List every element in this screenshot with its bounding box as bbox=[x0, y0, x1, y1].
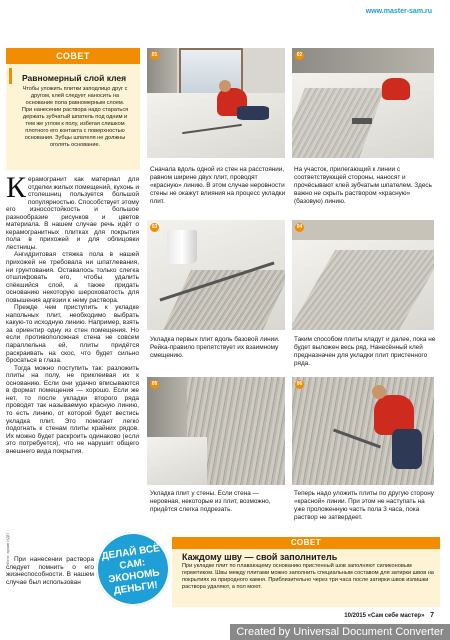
dropcap: К bbox=[6, 171, 27, 204]
tip-label: СОВЕТ bbox=[6, 48, 140, 64]
article-body bbox=[6, 171, 139, 455]
promo-badge bbox=[91, 527, 175, 611]
watermark: Created by Universal Document Converter bbox=[230, 624, 450, 640]
photo-03 bbox=[147, 220, 285, 330]
article-continuation bbox=[6, 556, 94, 586]
tip-text: Чтобы уложить плитки заподлицо друг с другом, клей следует наносить на основание пола равномерным слоем. При нанесении раствора надо стараться держать зубчатый шпатель под одним и тем же углом к полу, избегая слишком плотного его контакта с поверхностью основания. Зубцы шпателя не должны оголять основание. bbox=[21, 86, 129, 148]
tip-title: Равномерный слой клея bbox=[9, 68, 140, 84]
tip-label: СОВЕТ bbox=[172, 537, 440, 549]
tip-box bbox=[6, 48, 140, 170]
tip-box-bottom bbox=[172, 537, 440, 607]
photo-05 bbox=[147, 377, 285, 485]
photo-caption: Теперь надо уложить плиты по другую сторону «красной» линии. При этом не наступать на уже проложенную часть пола 3 часа, пока раствор не затвердеет. bbox=[294, 490, 434, 521]
photo-credit: Фото: архив ИДП bbox=[5, 533, 10, 565]
site-url: www.master-sam.ru bbox=[365, 8, 432, 15]
photo-number: 04 bbox=[296, 224, 303, 230]
article-paragraph: Прежде чем приступить к укладке напольных плит, необходимо выбрать какую-то исходную линию. Например, взять за ориентир одну из стен помещения. Но если противоположная стена не совсем параллельна ей, плиты придётся раскраивать на скос, что будет сильно бросаться в глаза. bbox=[6, 304, 139, 365]
tip-text: При укладке плит по плавающему основанию пристенный шов заполняют силиконовым герметиком. Швы между плитами можно заполнить специальным составом для затирки швов на покрытиях из природного камня. Приблизительно через три часа после затирки швов излишки раствора удаляют, а пол моют. bbox=[182, 563, 434, 590]
promo-text: ДЕЛАЙ ВСЁ САМ: ЭКОНОМЬ ДЕНЬГИ! bbox=[100, 543, 161, 597]
photo-number: 05 bbox=[151, 381, 158, 387]
photo-number: 03 bbox=[151, 224, 158, 230]
photo-caption: Таким способом плиты кладут и далее, пока не будет выложен весь ряд. Нанесённый клей предназначен для укладки плит пристенного ряда. bbox=[294, 336, 436, 367]
issue-label: 10/2015 «Сам себе мастер» bbox=[344, 613, 425, 619]
article-paragraph: Тогда можно поступить так: разложить плиты на полу, не приклеивая их к основанию. Если они удачно вписываются в формат помещения — хорошо. Если же нет, то после укладки второго ряда проводят так называемую красную линию, то есть линию, от которой будет вестись укладка плит. Это помогает легко подогнать к стенам плиты крайних рядов. Их можно будет раскроить одинаково (если это потребуется), что не нарушит общего внешнего вида покрытия. bbox=[6, 364, 139, 455]
photo-number: 01 bbox=[151, 52, 158, 58]
article-paragraph: Керамогранит как материал для отделки жилых помещений, кухонь и столешниц пользуется большой популярностью. Способствует этому его износостойкость и большое разнообразие рисунков и цветов материала. В нашем случае речь идёт о керамогранитных плитках для покрытия пола в прихожей и для облицовки лестницы. bbox=[6, 171, 139, 251]
photo-caption: Сначала вдоль одной из стен на расстоянии, равном ширине двух плит, проводят «красную» линию. В этом случае неровности стены не окажут влияния на процесс укладки плит. bbox=[150, 166, 286, 205]
page-number: 7 bbox=[430, 612, 434, 619]
tip-title: Каждому шву — свой заполнитель bbox=[182, 552, 338, 562]
photo-04 bbox=[292, 220, 434, 330]
photo-number: 02 bbox=[296, 52, 303, 58]
photo-06 bbox=[292, 377, 434, 485]
photo-caption: На участок, прилегающий к линии с соответствующей стороны, наносят и прочёсывают клей зубчатым шпателем. Здесь важно не скрыть раствором «красную» (базовую) линию. bbox=[294, 166, 432, 205]
photo-number: 06 bbox=[296, 381, 303, 387]
photo-caption: Укладка плит у стены. Если стена — неровная, некоторые из плит, возможно, придётся слегка подрезать. bbox=[150, 490, 271, 513]
article-paragraph: Ангидритовая стяжка пола в нашей прихожей не требовала ни шпатлевания, ни грунтования. Оставалось только слегка отшлифовать его, чтобы удалить спёкшийся слой, а также придать основанию некоторую шероховатость для повышения адгезии к нему раствора. bbox=[6, 251, 139, 304]
page-footer bbox=[344, 612, 434, 619]
article-paragraph: При нанесении раствора следует помнить о его жизнеспособности. В нашем случае был использован bbox=[6, 556, 94, 586]
photo-01 bbox=[147, 48, 285, 158]
photo-02 bbox=[292, 48, 434, 158]
photo-caption: Укладка первых плит вдоль базовой линии. Рейка-правило препятствует их взаимному смещению. bbox=[150, 336, 280, 359]
